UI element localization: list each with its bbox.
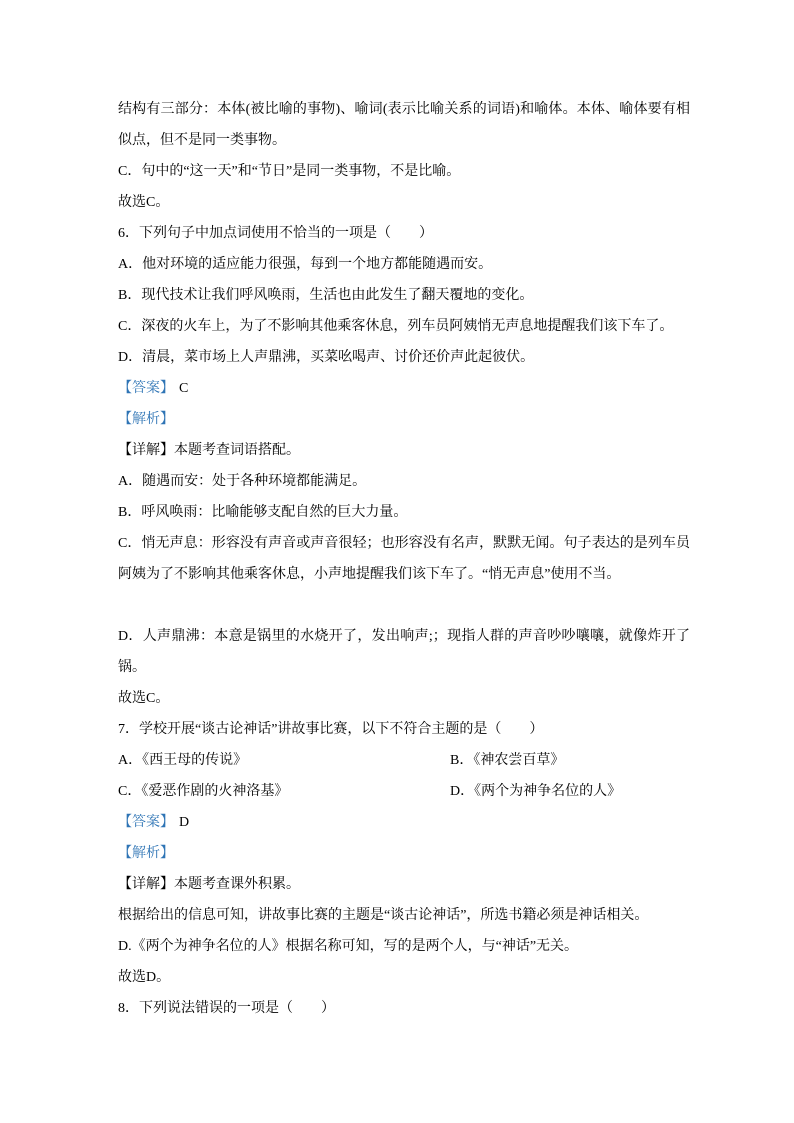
question6-option-b: B．现代技术让我们呼风唤雨，生活也由此发生了翻天覆地的变化。	[118, 288, 534, 303]
question6-explanation-c: C．悄无声息：形容没有声音或声音很轻；也形容没有名声，默默无闻。句子表达的是列车员阿姨为了不影响其他乘客休息，小声地提醒我们该下车了。“悄无声息”使用不当。	[118, 536, 690, 582]
question7-detail: 【详解】本题考查课外积累。	[118, 877, 300, 892]
question6-analysis-line	[118, 404, 690, 435]
question6-answer-line	[118, 373, 690, 404]
prev-explanation-conclusion: 故选C。	[118, 195, 170, 210]
paragraph-spacer	[118, 590, 690, 621]
answer-label: 【答案】	[118, 381, 174, 396]
question7-explanation-1: 根据给出的信息可知，讲故事比赛的主题是“谈古论神话”，所选书籍必须是神话相关。	[118, 908, 649, 923]
question6-option-a: A．他对环境的适应能力很强，每到一个地方都能随遇而安。	[118, 257, 493, 272]
analysis-label: 【解析】	[118, 846, 174, 861]
question7-analysis-line	[118, 838, 690, 869]
question6-explanation-d: D．人声鼎沸：本意是锅里的水烧开了，发出响声;；现指人群的声音吵吵嚷嚷，就像炸开了锅。	[118, 629, 690, 675]
question7-options-row-1	[118, 745, 690, 776]
answer-value: D	[179, 815, 190, 830]
question7-option-d: D．《两个为神争名位的人》	[450, 784, 622, 799]
question7-answer-line	[118, 807, 690, 838]
question7-options-row-2	[118, 776, 690, 807]
question6-explanation-b: B．呼风唤雨：比喻能够支配自然的巨大力量。	[118, 505, 408, 520]
question6-conclusion: 故选C。	[118, 691, 170, 706]
answer-label: 【答案】	[118, 815, 174, 830]
question7-option-b: B．《神农尝百草》	[450, 753, 565, 768]
question6-option-d: D．清晨，菜市场上人声鼎沸，买菜吆喝声、讨价还价声此起彼伏。	[118, 350, 535, 365]
document-content	[118, 94, 690, 1024]
question8-stem: 8．下列说法错误的一项是（ ）	[118, 1001, 335, 1016]
question7-explanation-2: D.《两个为神争名位的人》根据名称可知，写的是两个人，与“神话”无关。	[118, 939, 579, 954]
question6-option-c: C．深夜的火车上，为了不影响其他乘客休息，列车员阿姨悄无声息地提醒我们该下车了。	[118, 319, 674, 334]
question7-stem: 7．学校开展“谈古论神话”讲故事比赛，以下不符合主题的是（ ）	[118, 722, 544, 737]
prev-explanation-body: 结构有三部分：本体(被比喻的事物)、喻词(表示比喻关系的词语)和喻体。本体、喻体要有相似点，但不是同一类事物。	[118, 102, 690, 148]
question7-conclusion: 故选D。	[118, 970, 171, 985]
question6-stem: 6．下列句子中加点词使用不恰当的一项是（ ）	[118, 226, 433, 241]
answer-value: C	[179, 381, 189, 396]
question7-option-c: C．《爱恶作剧的火神洛基》	[118, 784, 289, 799]
question7-option-a: A．《西王母的传说》	[118, 753, 248, 768]
question6-detail: 【详解】本题考查词语搭配。	[118, 443, 300, 458]
analysis-label: 【解析】	[118, 412, 174, 427]
question6-explanation-a: A．随遇而安：处于各种环境都能满足。	[118, 474, 367, 489]
prev-explanation-option-c-note: C．句中的“这一天”和“节日”是同一类事物，不是比喻。	[118, 164, 461, 179]
